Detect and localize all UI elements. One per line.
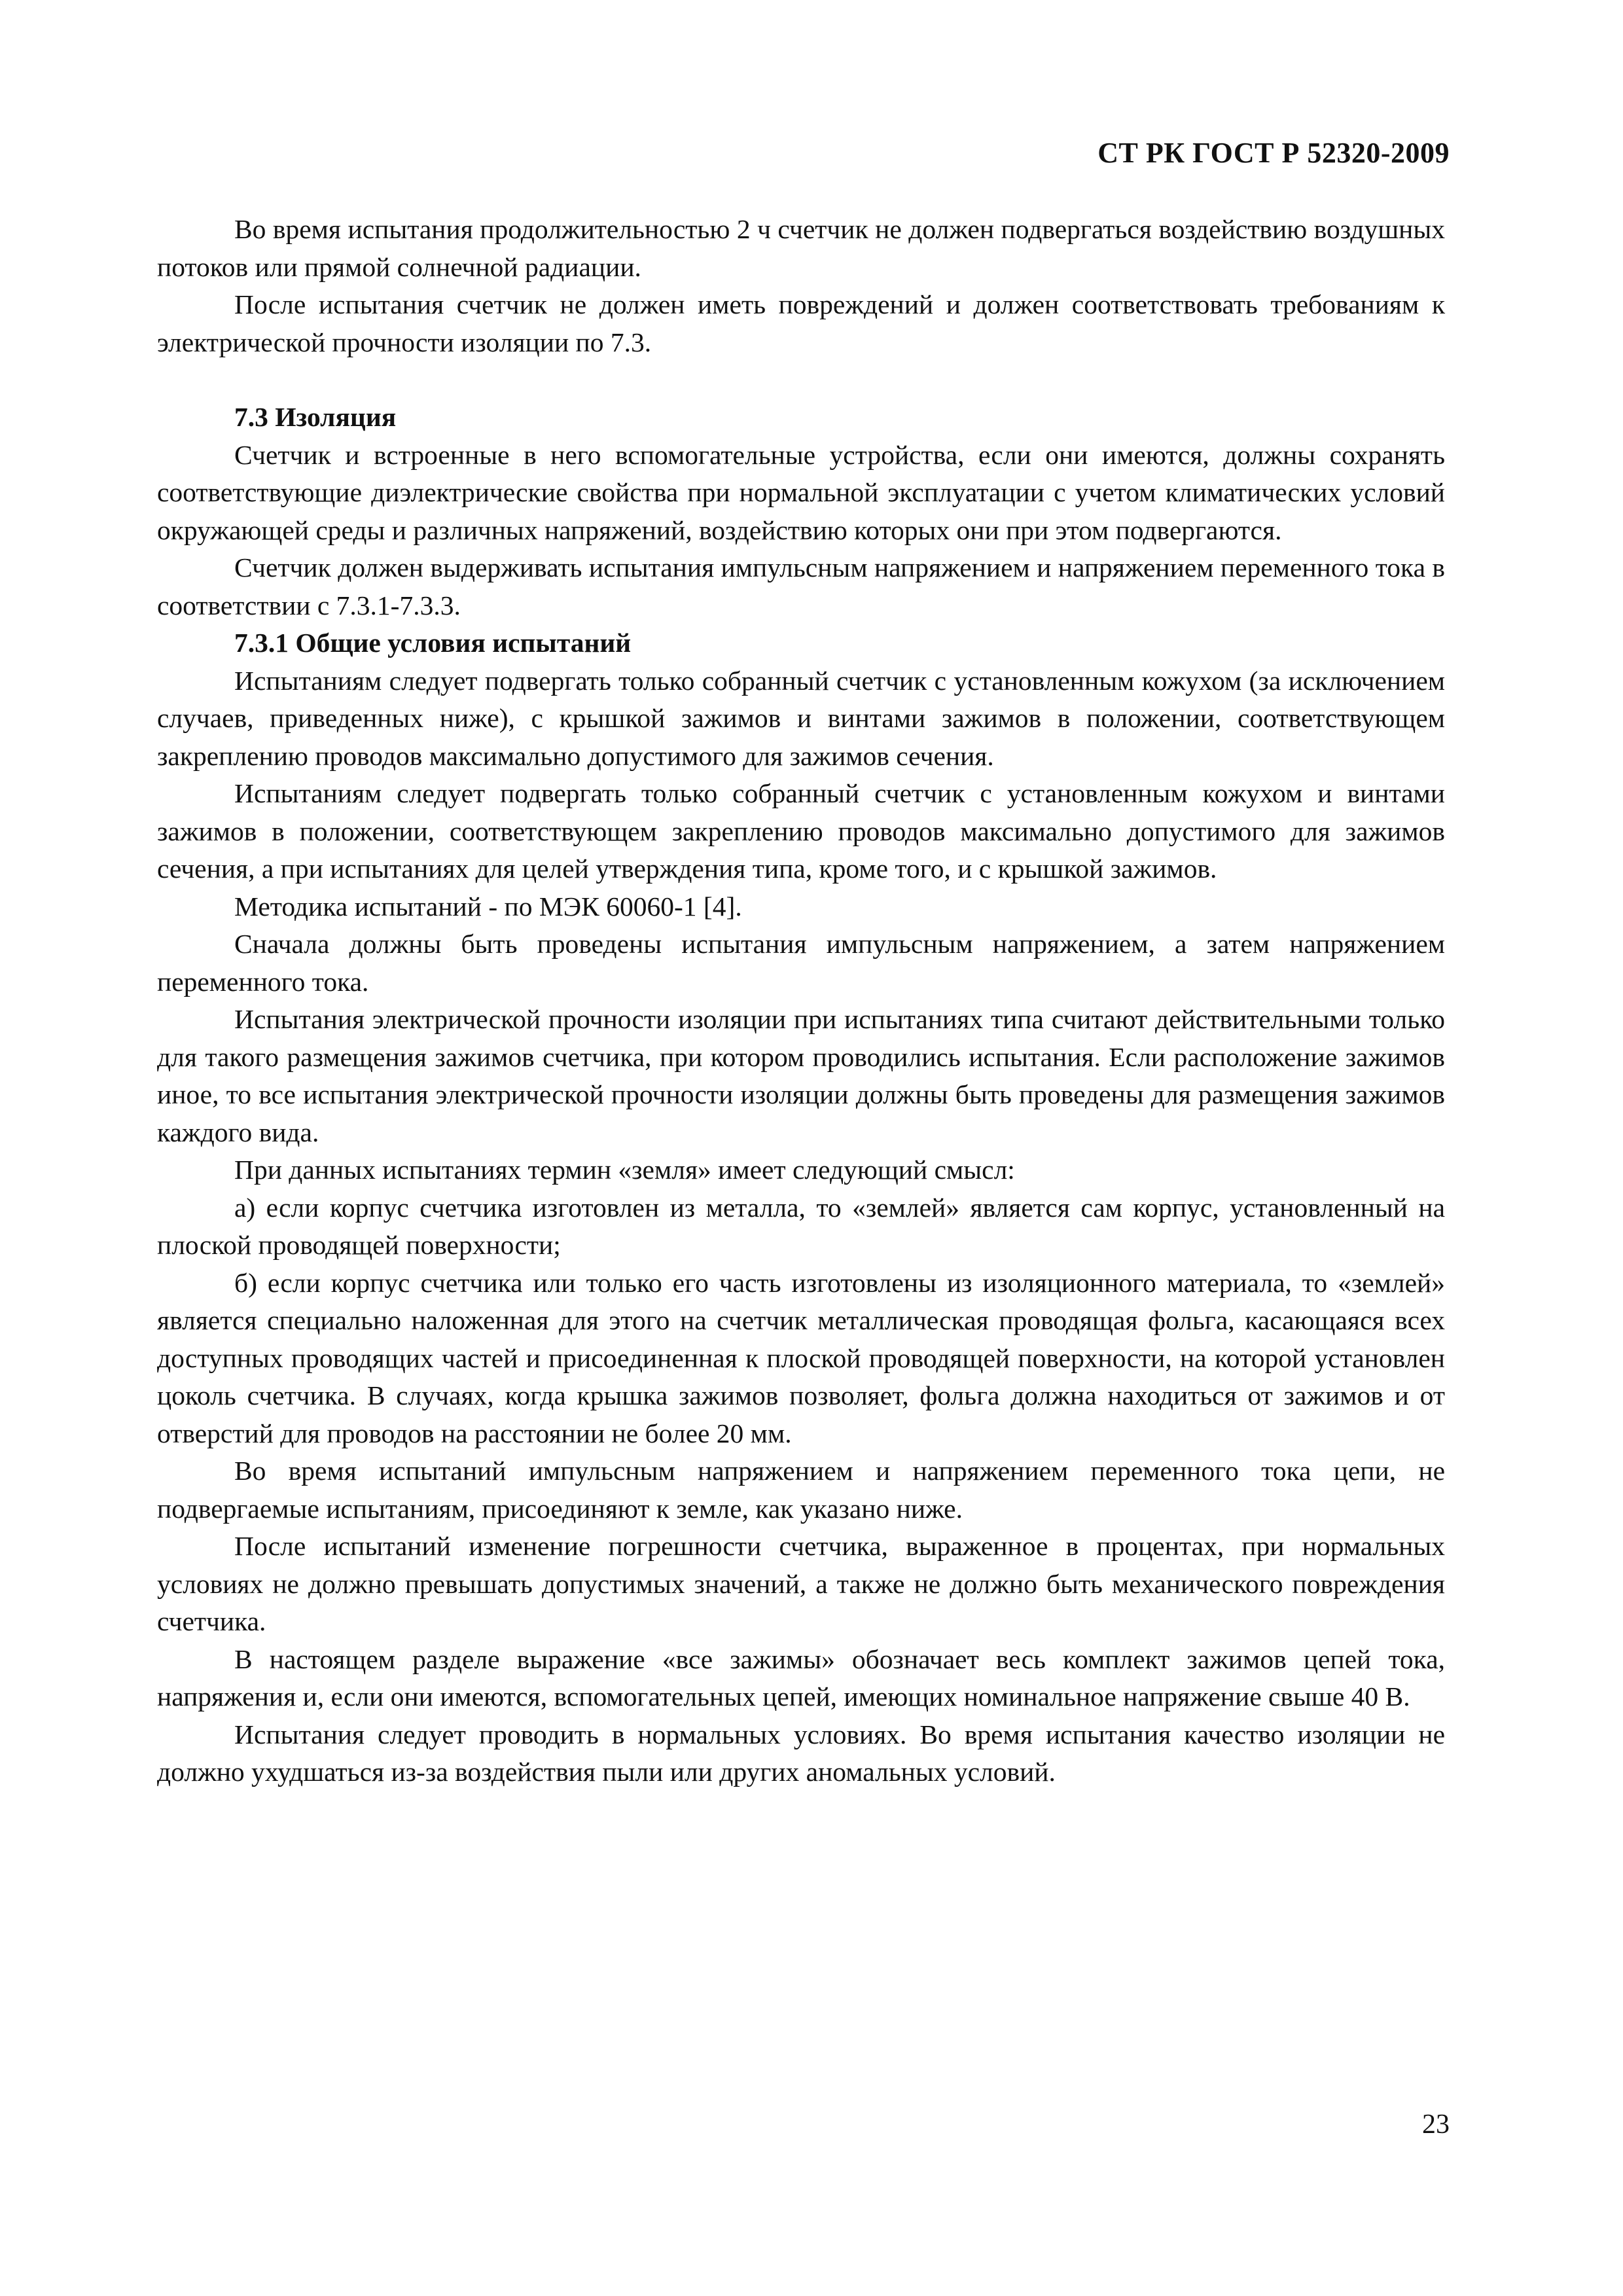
paragraph: После испытаний изменение погрешности счетчика, выраженное в процентах, при нормальных условиях не должно превышать допустимых значений, а также не должно быть механического повреждения счетчика. — [157, 1531, 1445, 1636]
document-body — [157, 211, 1445, 1791]
list-item-b: б) если корпус счетчика или только его часть изготовлены из изоляционного материала, то «землей» является специально наложенная для этого на счетчик металлическая проводящая фольга, касающаяся всех доступных проводящих частей и присоединенная к плоской проводящей поверхности, на которой установлен цоколь счетчика. В случаях, когда крышка зажимов позволяет, фольга должна находиться от зажимов и от отверстий для проводов на расстоянии не более 20 мм. — [157, 1267, 1445, 1448]
section-heading-7-3: 7.3 Изоляция — [234, 402, 397, 432]
paragraph-spacer — [157, 361, 1445, 399]
paragraph: При данных испытаниях термин «земля» имеет следующий смысл: — [234, 1155, 1015, 1185]
paragraph: Испытаниям следует подвергать только собранный счетчик с установленным кожухом и винтами зажимов в положении, соответствующем закреплению проводов максимально допустимого для зажимов сечения, а при испытаниях для целей утверждения типа, кроме того, и с крышкой зажимов. — [157, 778, 1445, 884]
paragraph: Во время испытаний импульсным напряжением и напряжением переменного тока цепи, не подвергаемые испытаниям, присоединяют к земле, как указано ниже. — [157, 1456, 1445, 1524]
paragraph: Счетчик и встроенные в него вспомогательные устройства, если они имеются, должны сохранять соответствующие диэлектрические свойства при нормальной эксплуатации с учетом климатических условий окружающей среды и различных напряжений, воздействию которых они при этом подвергаются. — [157, 439, 1445, 545]
paragraph: Методика испытаний - по МЭК 60060-1 [4]. — [234, 891, 742, 922]
paragraph: После испытания счетчик не должен иметь повреждений и должен соответствовать требованиям к электрической прочности изоляции по 7.3. — [157, 289, 1445, 357]
list-item-a: а) если корпус счетчика изготовлен из металла, то «землей» является сам корпус, установленный на плоской проводящей поверхности; — [157, 1192, 1445, 1260]
paragraph: Испытаниям следует подвергать только собранный счетчик с установленным кожухом (за исключением случаев, приведенных ниже), с крышкой зажимов и винтами зажимов в положении, соответствующем закреплению проводов максимально допустимого для зажимов сечения. — [157, 665, 1445, 771]
page-number: 23 — [1422, 2109, 1450, 2140]
paragraph: Сначала должны быть проведены испытания импульсным напряжением, а затем напряжением переменного тока. — [157, 929, 1445, 997]
document-code-header: СТ РК ГОСТ Р 52320-2009 — [1097, 137, 1450, 169]
paragraph: Испытания следует проводить в нормальных условиях. Во время испытания качество изоляции не должно ухудшаться из-за воздействия пыли или других аномальных условий. — [157, 1719, 1445, 1787]
section-heading-7-3-1: 7.3.1 Общие условия испытаний — [234, 628, 632, 658]
paragraph: Во время испытания продолжительностью 2 ч счетчик не должен подвергаться воздействию воздушных потоков или прямой солнечной радиации. — [157, 214, 1445, 282]
paragraph: В настоящем разделе выражение «все зажимы» обозначает весь комплект зажимов цепей тока, напряжения и, если они имеются, вспомогательных цепей, имеющих номинальное напряжение свыше 40 В. — [157, 1643, 1445, 1712]
paragraph: Счетчик должен выдерживать испытания импульсным напряжением и напряжением переменного тока в соответствии с 7.3.1-7.3.3. — [157, 552, 1445, 620]
paragraph: Испытания электрической прочности изоляции при испытаниях типа считают действительными только для такого размещения зажимов счетчика, при котором проводились испытания. Если расположение зажимов иное, то все испытания электрической прочности изоляции должны быть проведены для размещения зажимов каждого вида. — [157, 1004, 1445, 1147]
